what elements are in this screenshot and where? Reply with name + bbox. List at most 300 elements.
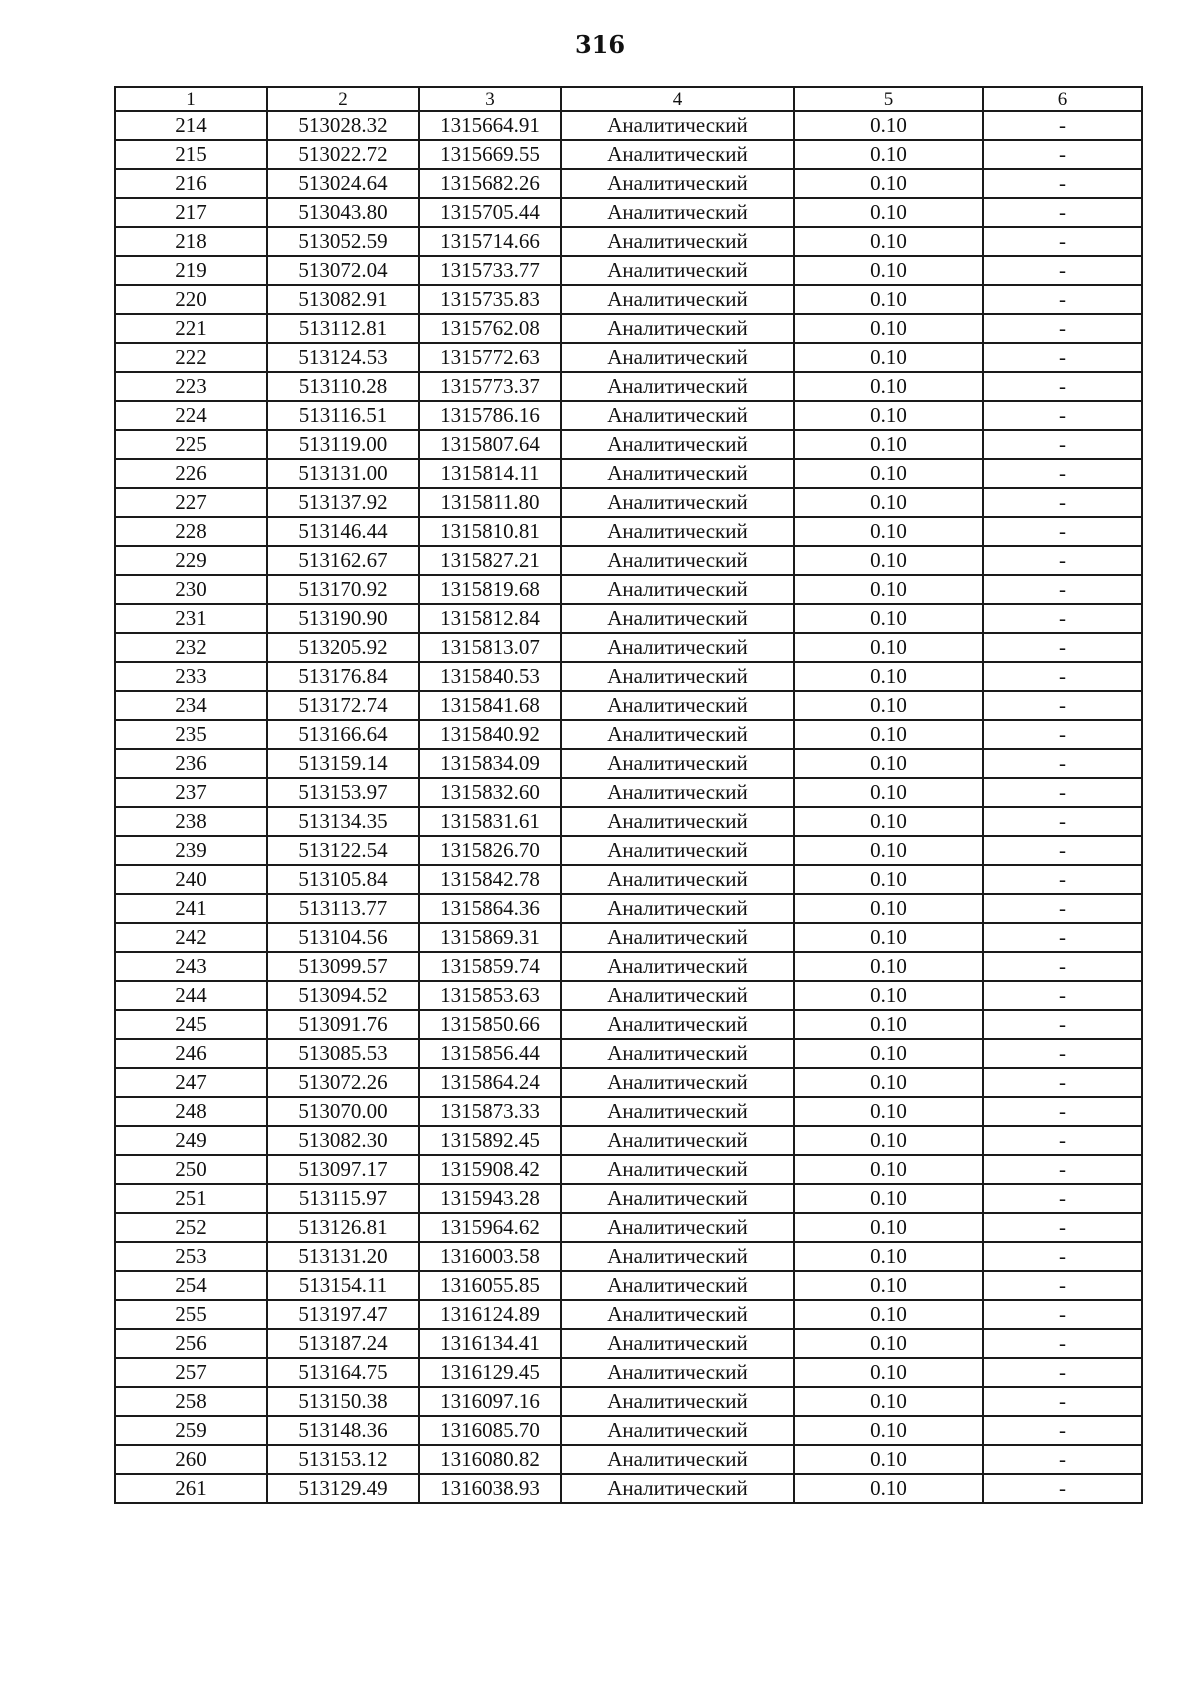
point-number-cell: 251	[115, 1184, 267, 1213]
table-row	[115, 865, 1142, 894]
note-cell: -	[983, 1416, 1142, 1445]
note-cell: -	[983, 720, 1142, 749]
point-number-cell: 248	[115, 1097, 267, 1126]
point-number-cell: 256	[115, 1329, 267, 1358]
point-number-cell: 246	[115, 1039, 267, 1068]
x-coordinate-cell: 513043.80	[267, 198, 419, 227]
note-cell: -	[983, 662, 1142, 691]
point-number-cell: 254	[115, 1271, 267, 1300]
x-coordinate-cell: 513129.49	[267, 1474, 419, 1503]
point-number-cell: 244	[115, 981, 267, 1010]
table-row	[115, 662, 1142, 691]
method-cell: Аналитический	[561, 749, 794, 778]
method-cell: Аналитический	[561, 1097, 794, 1126]
table-row	[115, 1300, 1142, 1329]
header-cell-3: 3	[419, 87, 561, 111]
x-coordinate-cell: 513197.47	[267, 1300, 419, 1329]
table-row	[115, 1097, 1142, 1126]
x-coordinate-cell: 513113.77	[267, 894, 419, 923]
method-cell: Аналитический	[561, 111, 794, 140]
note-cell: -	[983, 285, 1142, 314]
method-cell: Аналитический	[561, 343, 794, 372]
y-coordinate-cell: 1315826.70	[419, 836, 561, 865]
table-row	[115, 749, 1142, 778]
note-cell: -	[983, 1474, 1142, 1503]
table-row	[115, 1184, 1142, 1213]
note-cell: -	[983, 894, 1142, 923]
table-row	[115, 488, 1142, 517]
method-cell: Аналитический	[561, 285, 794, 314]
note-cell: -	[983, 1387, 1142, 1416]
point-number-cell: 255	[115, 1300, 267, 1329]
method-cell: Аналитический	[561, 1329, 794, 1358]
table-row	[115, 691, 1142, 720]
note-cell: -	[983, 691, 1142, 720]
table-row	[115, 1068, 1142, 1097]
x-coordinate-cell: 513172.74	[267, 691, 419, 720]
method-cell: Аналитический	[561, 807, 794, 836]
x-coordinate-cell: 513153.97	[267, 778, 419, 807]
point-number-cell: 235	[115, 720, 267, 749]
accuracy-cell: 0.10	[794, 1474, 983, 1503]
y-coordinate-cell: 1315811.80	[419, 488, 561, 517]
method-cell: Аналитический	[561, 372, 794, 401]
note-cell: -	[983, 1184, 1142, 1213]
x-coordinate-cell: 513099.57	[267, 952, 419, 981]
method-cell: Аналитический	[561, 1068, 794, 1097]
method-cell: Аналитический	[561, 1416, 794, 1445]
note-cell: -	[983, 981, 1142, 1010]
accuracy-cell: 0.10	[794, 778, 983, 807]
method-cell: Аналитический	[561, 1126, 794, 1155]
note-cell: -	[983, 430, 1142, 459]
x-coordinate-cell: 513205.92	[267, 633, 419, 662]
y-coordinate-cell: 1315864.24	[419, 1068, 561, 1097]
method-cell: Аналитический	[561, 140, 794, 169]
point-number-cell: 231	[115, 604, 267, 633]
method-cell: Аналитический	[561, 256, 794, 285]
y-coordinate-cell: 1315714.66	[419, 227, 561, 256]
accuracy-cell: 0.10	[794, 749, 983, 778]
y-coordinate-cell: 1316080.82	[419, 1445, 561, 1474]
point-number-cell: 259	[115, 1416, 267, 1445]
accuracy-cell: 0.10	[794, 285, 983, 314]
note-cell: -	[983, 575, 1142, 604]
point-number-cell: 220	[115, 285, 267, 314]
x-coordinate-cell: 513112.81	[267, 314, 419, 343]
y-coordinate-cell: 1315856.44	[419, 1039, 561, 1068]
point-number-cell: 214	[115, 111, 267, 140]
point-number-cell: 243	[115, 952, 267, 981]
table-row	[115, 923, 1142, 952]
table-row	[115, 604, 1142, 633]
accuracy-cell: 0.10	[794, 1213, 983, 1242]
header-cell-1: 1	[115, 87, 267, 111]
accuracy-cell: 0.10	[794, 1416, 983, 1445]
accuracy-cell: 0.10	[794, 923, 983, 952]
x-coordinate-cell: 513115.97	[267, 1184, 419, 1213]
point-number-cell: 250	[115, 1155, 267, 1184]
method-cell: Аналитический	[561, 1474, 794, 1503]
table-row	[115, 633, 1142, 662]
method-cell: Аналитический	[561, 546, 794, 575]
table-row	[115, 1358, 1142, 1387]
accuracy-cell: 0.10	[794, 1068, 983, 1097]
accuracy-cell: 0.10	[794, 604, 983, 633]
x-coordinate-cell: 513162.67	[267, 546, 419, 575]
x-coordinate-cell: 513070.00	[267, 1097, 419, 1126]
note-cell: -	[983, 749, 1142, 778]
y-coordinate-cell: 1315853.63	[419, 981, 561, 1010]
accuracy-cell: 0.10	[794, 691, 983, 720]
y-coordinate-cell: 1315834.09	[419, 749, 561, 778]
page-number: 316	[574, 30, 626, 59]
y-coordinate-cell: 1315664.91	[419, 111, 561, 140]
x-coordinate-cell: 513190.90	[267, 604, 419, 633]
method-cell: Аналитический	[561, 1155, 794, 1184]
note-cell: -	[983, 401, 1142, 430]
point-number-cell: 222	[115, 343, 267, 372]
accuracy-cell: 0.10	[794, 372, 983, 401]
method-cell: Аналитический	[561, 894, 794, 923]
y-coordinate-cell: 1315812.84	[419, 604, 561, 633]
accuracy-cell: 0.10	[794, 198, 983, 227]
y-coordinate-cell: 1315827.21	[419, 546, 561, 575]
x-coordinate-cell: 513072.26	[267, 1068, 419, 1097]
accuracy-cell: 0.10	[794, 430, 983, 459]
y-coordinate-cell: 1316085.70	[419, 1416, 561, 1445]
method-cell: Аналитический	[561, 1271, 794, 1300]
point-number-cell: 218	[115, 227, 267, 256]
note-cell: -	[983, 227, 1142, 256]
note-cell: -	[983, 314, 1142, 343]
table-row	[115, 1213, 1142, 1242]
accuracy-cell: 0.10	[794, 836, 983, 865]
x-coordinate-cell: 513126.81	[267, 1213, 419, 1242]
x-coordinate-cell: 513176.84	[267, 662, 419, 691]
x-coordinate-cell: 513131.00	[267, 459, 419, 488]
table-header	[115, 87, 1142, 111]
point-number-cell: 221	[115, 314, 267, 343]
point-number-cell: 219	[115, 256, 267, 285]
x-coordinate-cell: 513150.38	[267, 1387, 419, 1416]
note-cell: -	[983, 778, 1142, 807]
note-cell: -	[983, 604, 1142, 633]
accuracy-cell: 0.10	[794, 256, 983, 285]
accuracy-cell: 0.10	[794, 314, 983, 343]
note-cell: -	[983, 256, 1142, 285]
method-cell: Аналитический	[561, 1387, 794, 1416]
x-coordinate-cell: 513024.64	[267, 169, 419, 198]
header-cell-2: 2	[267, 87, 419, 111]
point-number-cell: 226	[115, 459, 267, 488]
accuracy-cell: 0.10	[794, 1358, 983, 1387]
note-cell: -	[983, 1329, 1142, 1358]
y-coordinate-cell: 1315772.63	[419, 343, 561, 372]
table-row	[115, 981, 1142, 1010]
method-cell: Аналитический	[561, 314, 794, 343]
y-coordinate-cell: 1315773.37	[419, 372, 561, 401]
note-cell: -	[983, 836, 1142, 865]
table-row	[115, 836, 1142, 865]
table-row	[115, 778, 1142, 807]
x-coordinate-cell: 513134.35	[267, 807, 419, 836]
y-coordinate-cell: 1316038.93	[419, 1474, 561, 1503]
accuracy-cell: 0.10	[794, 1300, 983, 1329]
accuracy-cell: 0.10	[794, 1155, 983, 1184]
y-coordinate-cell: 1315850.66	[419, 1010, 561, 1039]
accuracy-cell: 0.10	[794, 1097, 983, 1126]
y-coordinate-cell: 1315807.64	[419, 430, 561, 459]
x-coordinate-cell: 513148.36	[267, 1416, 419, 1445]
table-row	[115, 1039, 1142, 1068]
note-cell: -	[983, 343, 1142, 372]
point-number-cell: 258	[115, 1387, 267, 1416]
method-cell: Аналитический	[561, 778, 794, 807]
method-cell: Аналитический	[561, 720, 794, 749]
y-coordinate-cell: 1315964.62	[419, 1213, 561, 1242]
accuracy-cell: 0.10	[794, 865, 983, 894]
table-row	[115, 314, 1142, 343]
x-coordinate-cell: 513097.17	[267, 1155, 419, 1184]
y-coordinate-cell: 1315832.60	[419, 778, 561, 807]
point-number-cell: 253	[115, 1242, 267, 1271]
accuracy-cell: 0.10	[794, 546, 983, 575]
method-cell: Аналитический	[561, 575, 794, 604]
y-coordinate-cell: 1316097.16	[419, 1387, 561, 1416]
table-row	[115, 401, 1142, 430]
point-number-cell: 247	[115, 1068, 267, 1097]
accuracy-cell: 0.10	[794, 1039, 983, 1068]
table-row	[115, 459, 1142, 488]
accuracy-cell: 0.10	[794, 633, 983, 662]
header-cell-5: 5	[794, 87, 983, 111]
method-cell: Аналитический	[561, 430, 794, 459]
note-cell: -	[983, 807, 1142, 836]
accuracy-cell: 0.10	[794, 894, 983, 923]
note-cell: -	[983, 517, 1142, 546]
accuracy-cell: 0.10	[794, 575, 983, 604]
note-cell: -	[983, 1010, 1142, 1039]
accuracy-cell: 0.10	[794, 1010, 983, 1039]
note-cell: -	[983, 459, 1142, 488]
note-cell: -	[983, 1039, 1142, 1068]
point-number-cell: 232	[115, 633, 267, 662]
x-coordinate-cell: 513119.00	[267, 430, 419, 459]
y-coordinate-cell: 1315864.36	[419, 894, 561, 923]
note-cell: -	[983, 198, 1142, 227]
x-coordinate-cell: 513110.28	[267, 372, 419, 401]
point-number-cell: 242	[115, 923, 267, 952]
method-cell: Аналитический	[561, 1010, 794, 1039]
accuracy-cell: 0.10	[794, 807, 983, 836]
y-coordinate-cell: 1315705.44	[419, 198, 561, 227]
x-coordinate-cell: 513022.72	[267, 140, 419, 169]
x-coordinate-cell: 513094.52	[267, 981, 419, 1010]
method-cell: Аналитический	[561, 401, 794, 430]
method-cell: Аналитический	[561, 517, 794, 546]
accuracy-cell: 0.10	[794, 720, 983, 749]
table-row	[115, 430, 1142, 459]
x-coordinate-cell: 513085.53	[267, 1039, 419, 1068]
note-cell: -	[983, 140, 1142, 169]
table-row	[115, 807, 1142, 836]
y-coordinate-cell: 1315869.31	[419, 923, 561, 952]
point-number-cell: 238	[115, 807, 267, 836]
y-coordinate-cell: 1316129.45	[419, 1358, 561, 1387]
x-coordinate-cell: 513028.32	[267, 111, 419, 140]
accuracy-cell: 0.10	[794, 1387, 983, 1416]
header-cell-4: 4	[561, 87, 794, 111]
note-cell: -	[983, 1358, 1142, 1387]
x-coordinate-cell: 513153.12	[267, 1445, 419, 1474]
table-row	[115, 140, 1142, 169]
accuracy-cell: 0.10	[794, 343, 983, 372]
x-coordinate-cell: 513164.75	[267, 1358, 419, 1387]
method-cell: Аналитический	[561, 227, 794, 256]
method-cell: Аналитический	[561, 981, 794, 1010]
accuracy-cell: 0.10	[794, 227, 983, 256]
coordinates-table	[114, 86, 1143, 1504]
note-cell: -	[983, 1213, 1142, 1242]
note-cell: -	[983, 1300, 1142, 1329]
accuracy-cell: 0.10	[794, 1445, 983, 1474]
point-number-cell: 223	[115, 372, 267, 401]
method-cell: Аналитический	[561, 459, 794, 488]
table-row	[115, 343, 1142, 372]
x-coordinate-cell: 513052.59	[267, 227, 419, 256]
method-cell: Аналитический	[561, 1300, 794, 1329]
point-number-cell: 234	[115, 691, 267, 720]
y-coordinate-cell: 1315873.33	[419, 1097, 561, 1126]
table-row	[115, 285, 1142, 314]
method-cell: Аналитический	[561, 169, 794, 198]
accuracy-cell: 0.10	[794, 662, 983, 691]
table-row	[115, 1387, 1142, 1416]
y-coordinate-cell: 1315943.28	[419, 1184, 561, 1213]
x-coordinate-cell: 513082.91	[267, 285, 419, 314]
table-row	[115, 372, 1142, 401]
x-coordinate-cell: 513187.24	[267, 1329, 419, 1358]
table-row	[115, 1010, 1142, 1039]
method-cell: Аналитический	[561, 662, 794, 691]
method-cell: Аналитический	[561, 691, 794, 720]
method-cell: Аналитический	[561, 633, 794, 662]
table-row	[115, 1242, 1142, 1271]
x-coordinate-cell: 513124.53	[267, 343, 419, 372]
note-cell: -	[983, 865, 1142, 894]
accuracy-cell: 0.10	[794, 952, 983, 981]
y-coordinate-cell: 1315786.16	[419, 401, 561, 430]
x-coordinate-cell: 513159.14	[267, 749, 419, 778]
note-cell: -	[983, 1068, 1142, 1097]
y-coordinate-cell: 1315859.74	[419, 952, 561, 981]
table-row	[115, 256, 1142, 285]
point-number-cell: 236	[115, 749, 267, 778]
y-coordinate-cell: 1315840.53	[419, 662, 561, 691]
table-row	[115, 952, 1142, 981]
accuracy-cell: 0.10	[794, 1242, 983, 1271]
y-coordinate-cell: 1316055.85	[419, 1271, 561, 1300]
table-row	[115, 1474, 1142, 1503]
method-cell: Аналитический	[561, 198, 794, 227]
table-row	[115, 111, 1142, 140]
point-number-cell: 237	[115, 778, 267, 807]
x-coordinate-cell: 513116.51	[267, 401, 419, 430]
x-coordinate-cell: 513146.44	[267, 517, 419, 546]
method-cell: Аналитический	[561, 836, 794, 865]
accuracy-cell: 0.10	[794, 111, 983, 140]
y-coordinate-cell: 1316134.41	[419, 1329, 561, 1358]
method-cell: Аналитический	[561, 1358, 794, 1387]
point-number-cell: 252	[115, 1213, 267, 1242]
accuracy-cell: 0.10	[794, 981, 983, 1010]
method-cell: Аналитический	[561, 952, 794, 981]
point-number-cell: 239	[115, 836, 267, 865]
table-row	[115, 517, 1142, 546]
note-cell: -	[983, 633, 1142, 662]
y-coordinate-cell: 1315908.42	[419, 1155, 561, 1184]
y-coordinate-cell: 1315682.26	[419, 169, 561, 198]
method-cell: Аналитический	[561, 1445, 794, 1474]
x-coordinate-cell: 513122.54	[267, 836, 419, 865]
note-cell: -	[983, 1242, 1142, 1271]
point-number-cell: 230	[115, 575, 267, 604]
y-coordinate-cell: 1315762.08	[419, 314, 561, 343]
method-cell: Аналитический	[561, 865, 794, 894]
method-cell: Аналитический	[561, 1213, 794, 1242]
method-cell: Аналитический	[561, 1039, 794, 1068]
y-coordinate-cell: 1315892.45	[419, 1126, 561, 1155]
x-coordinate-cell: 513072.04	[267, 256, 419, 285]
method-cell: Аналитический	[561, 1242, 794, 1271]
table-row	[115, 894, 1142, 923]
note-cell: -	[983, 923, 1142, 952]
y-coordinate-cell: 1315669.55	[419, 140, 561, 169]
table-row	[115, 1126, 1142, 1155]
point-number-cell: 257	[115, 1358, 267, 1387]
note-cell: -	[983, 111, 1142, 140]
x-coordinate-cell: 513170.92	[267, 575, 419, 604]
method-cell: Аналитический	[561, 923, 794, 952]
x-coordinate-cell: 513137.92	[267, 488, 419, 517]
table-row	[115, 1271, 1142, 1300]
note-cell: -	[983, 1271, 1142, 1300]
y-coordinate-cell: 1315841.68	[419, 691, 561, 720]
note-cell: -	[983, 1126, 1142, 1155]
note-cell: -	[983, 546, 1142, 575]
header-cell-6: 6	[983, 87, 1142, 111]
note-cell: -	[983, 1155, 1142, 1184]
point-number-cell: 241	[115, 894, 267, 923]
note-cell: -	[983, 169, 1142, 198]
x-coordinate-cell: 513104.56	[267, 923, 419, 952]
point-number-cell: 215	[115, 140, 267, 169]
y-coordinate-cell: 1315831.61	[419, 807, 561, 836]
y-coordinate-cell: 1315735.83	[419, 285, 561, 314]
table-row	[115, 546, 1142, 575]
table-row	[115, 169, 1142, 198]
note-cell: -	[983, 1097, 1142, 1126]
table-body	[115, 111, 1142, 1503]
method-cell: Аналитический	[561, 604, 794, 633]
x-coordinate-cell: 513166.64	[267, 720, 419, 749]
table-row	[115, 1416, 1142, 1445]
point-number-cell: 227	[115, 488, 267, 517]
point-number-cell: 240	[115, 865, 267, 894]
y-coordinate-cell: 1315819.68	[419, 575, 561, 604]
method-cell: Аналитический	[561, 1184, 794, 1213]
